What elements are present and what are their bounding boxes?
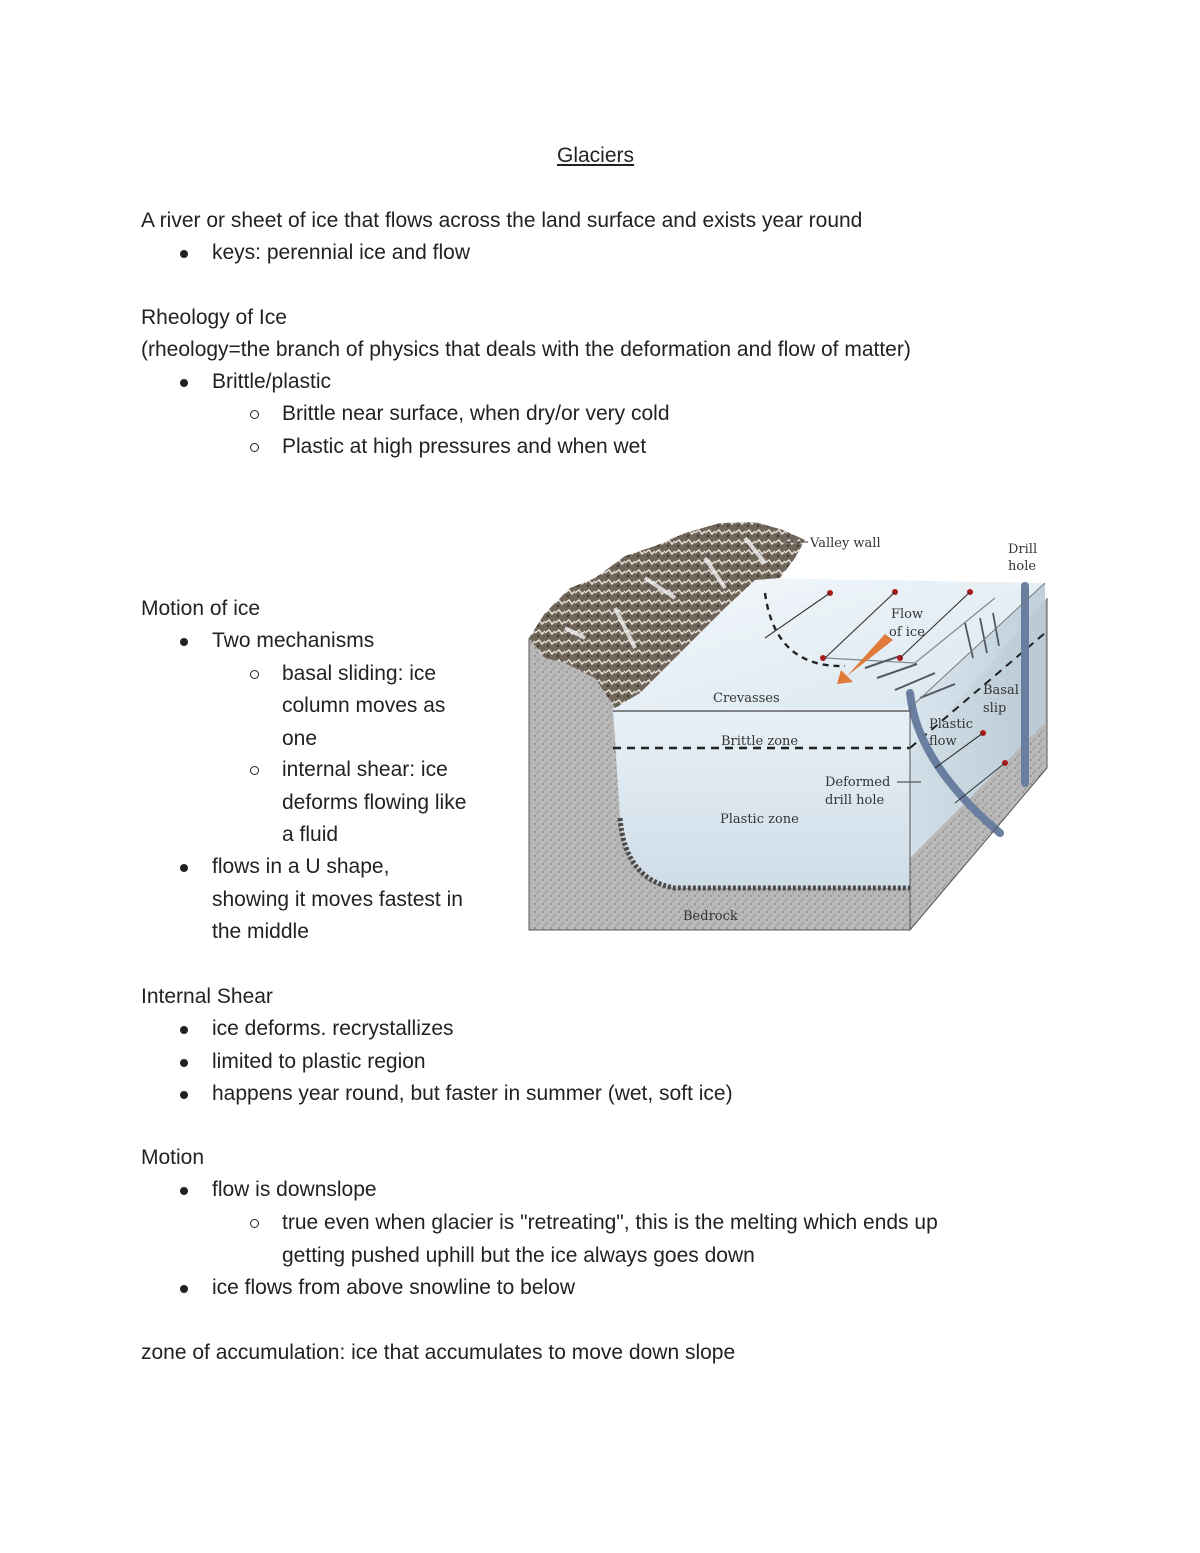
bullet-dot-icon <box>180 1187 188 1195</box>
bullet-dot-icon <box>180 250 188 258</box>
label-flow-of-ice: Flow <box>891 607 924 622</box>
zone-of-accumulation: zone of accumulation: ice that accumulates to move down slope <box>141 1341 736 1364</box>
definition-bullet: keys: perennial ice and flow <box>212 241 470 264</box>
bullet-circle-icon <box>250 766 259 775</box>
label-bedrock: Bedrock <box>683 909 738 924</box>
bullet-circle-icon <box>250 670 259 679</box>
bullet-dot-icon <box>180 1059 188 1067</box>
label-brittle-zone: Brittle zone <box>721 734 799 749</box>
internal-shear-line: internal shear: ice <box>282 758 448 781</box>
page-title: Glaciers <box>557 144 635 167</box>
label-deformed-drill-hole: drill hole <box>825 793 885 808</box>
internal-shear-bullet: limited to plastic region <box>212 1050 426 1073</box>
label-basal-slip: slip <box>983 701 1007 716</box>
label-drill-hole: hole <box>1008 559 1037 574</box>
definition-text: A river or sheet of ice that flows across the land surface and exists year round <box>141 209 863 232</box>
motion-of-ice-heading: Motion of ice <box>141 597 261 620</box>
rheology-note: (rheology=the branch of physics that deals with the deformation and flow of matter) <box>141 338 911 361</box>
rheology-sub-item: Brittle near surface, when dry/or very cold <box>282 402 670 425</box>
internal-shear-heading: Internal Shear <box>141 985 273 1008</box>
motion-sub-line: getting pushed uphill but the ice always goes down <box>282 1244 755 1267</box>
label-crevasses: Crevasses <box>713 691 780 706</box>
motion-heading: Motion <box>141 1146 205 1169</box>
label-flow-of-ice: of ice <box>889 625 925 640</box>
bullet-dot-icon <box>180 379 188 387</box>
label-drill-hole: Drill <box>1008 542 1038 557</box>
glacier-block-diagram <box>525 518 1050 933</box>
label-plastic-flow: flow <box>929 734 957 749</box>
internal-shear-line: a fluid <box>282 823 339 846</box>
bullet-circle-icon <box>250 443 259 452</box>
label-deformed-drill-hole: Deformed <box>825 775 891 790</box>
bullet-circle-icon <box>250 1219 259 1228</box>
basal-sliding-line: column moves as <box>282 694 446 717</box>
label-valley-wall: Valley wall <box>810 536 881 551</box>
rheology-bullet: Brittle/plastic <box>212 370 332 393</box>
bullet-dot-icon <box>180 1026 188 1034</box>
bullet-dot-icon <box>180 1285 188 1293</box>
bullet-dot-icon <box>180 864 188 872</box>
basal-sliding-line: one <box>282 727 318 750</box>
internal-shear-bullet: happens year round, but faster in summer (wet, soft ice) <box>212 1082 733 1105</box>
label-plastic-zone: Plastic zone <box>720 812 799 827</box>
basal-sliding-line: basal sliding: ice <box>282 662 437 685</box>
bullet-circle-icon <box>250 410 259 419</box>
motion-sub-line: true even when glacier is "retreating", this is the melting which ends up <box>282 1211 938 1234</box>
label-plastic-flow: Plastic <box>929 717 973 732</box>
rheology-heading: Rheology of Ice <box>141 306 287 329</box>
label-basal-slip: Basal <box>983 683 1019 698</box>
bullet-dot-icon <box>180 638 188 646</box>
internal-shear-bullet: ice deforms. recrystallizes <box>212 1017 454 1040</box>
bullet-dot-icon <box>180 1091 188 1099</box>
u-shape-line: the middle <box>212 920 309 943</box>
motion-bullet-two-mechanisms: Two mechanisms <box>212 629 375 652</box>
u-shape-line: showing it moves fastest in <box>212 888 463 911</box>
rheology-sub-item: Plastic at high pressures and when wet <box>282 435 647 458</box>
motion-bullet: ice flows from above snowline to below <box>212 1276 576 1299</box>
u-shape-line: flows in a U shape, <box>212 855 390 878</box>
internal-shear-line: deforms flowing like <box>282 791 467 814</box>
motion-bullet: flow is downslope <box>212 1178 377 1201</box>
